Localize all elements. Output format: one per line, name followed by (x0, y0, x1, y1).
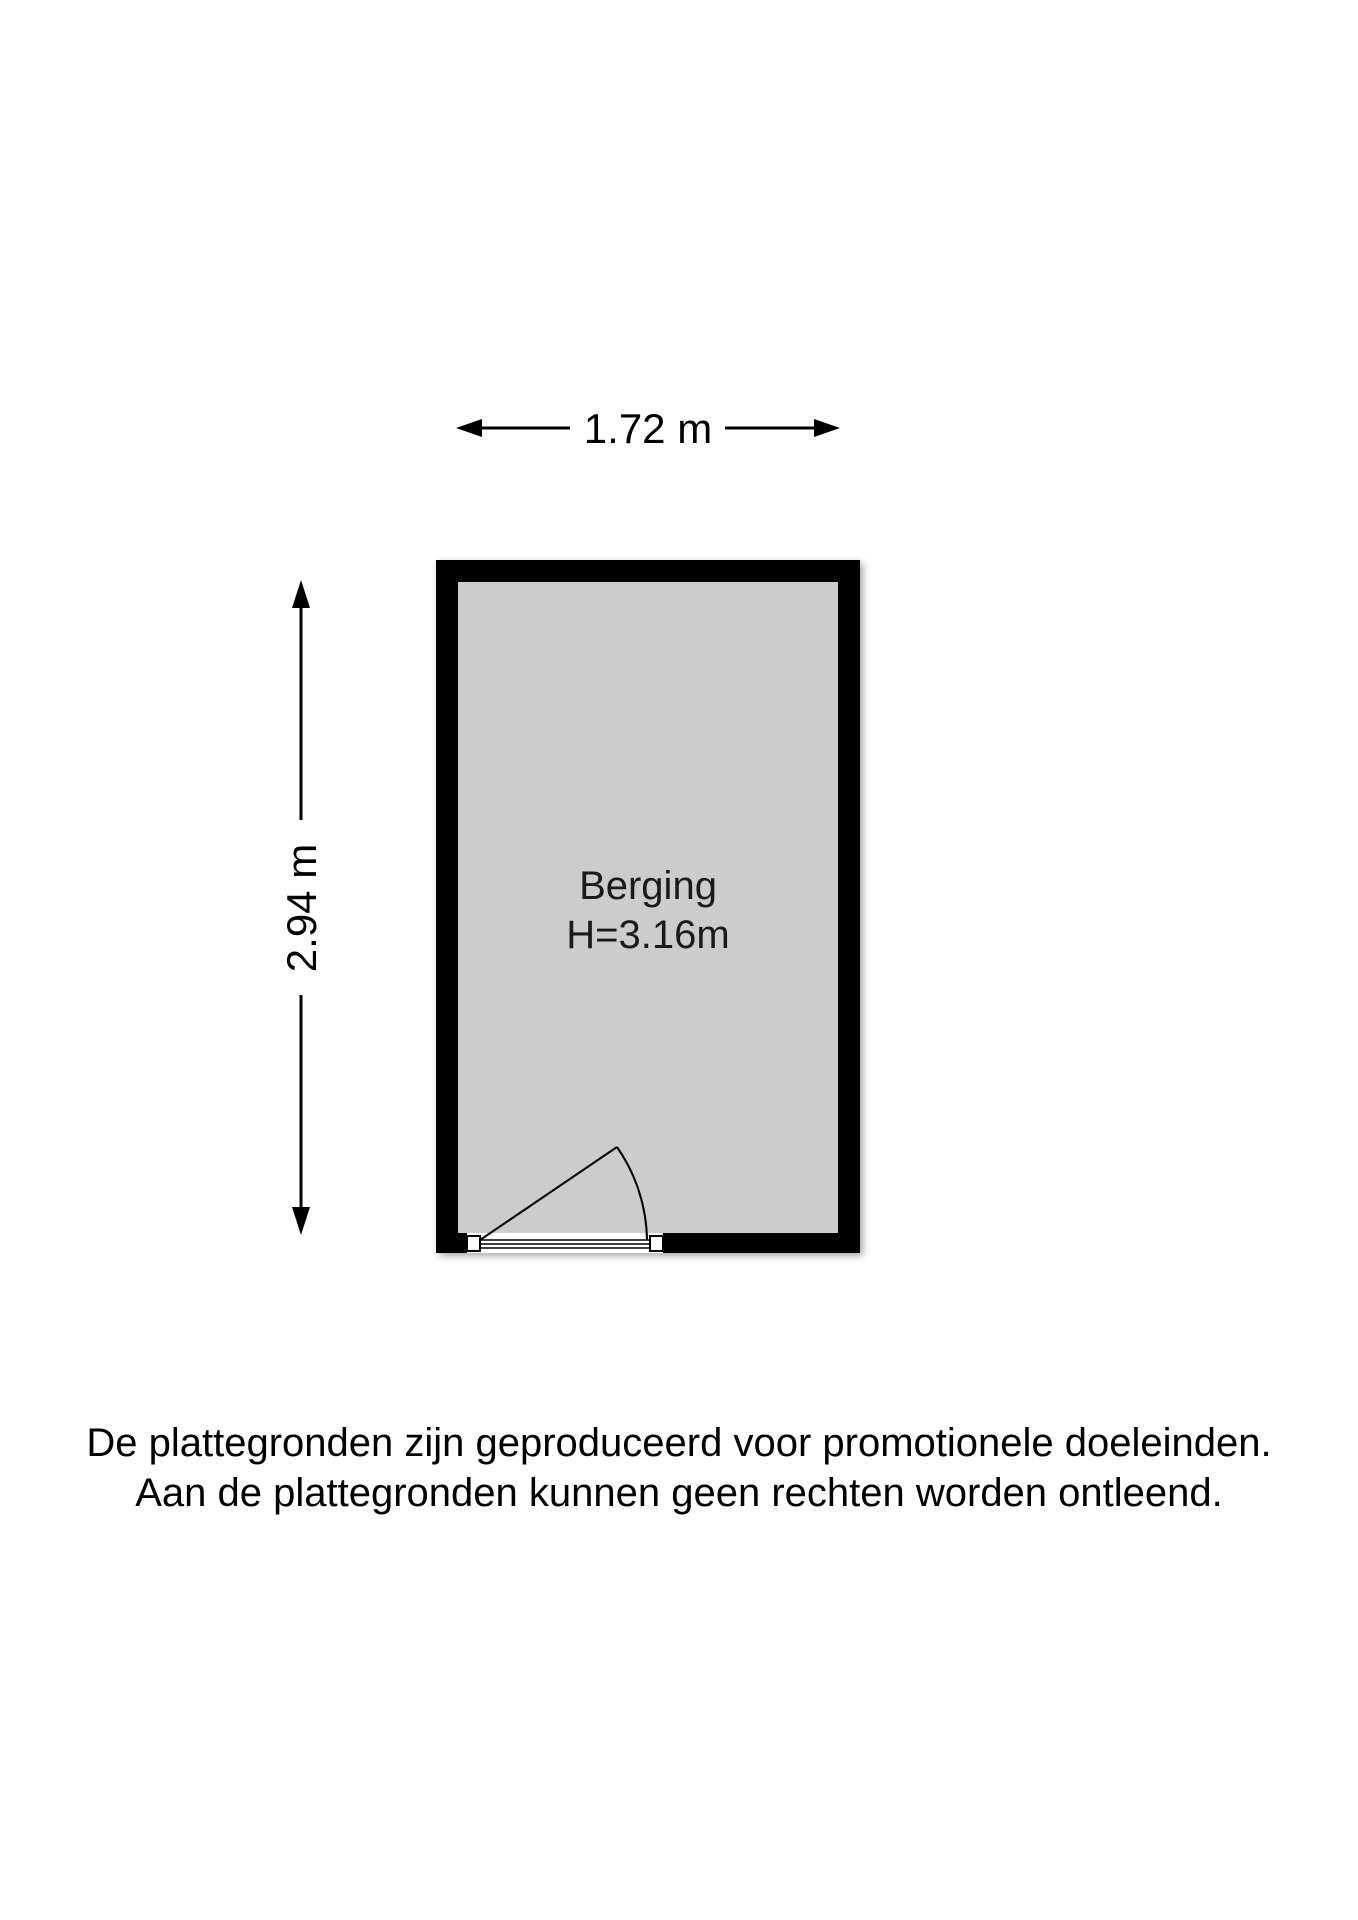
disclaimer-line-1: De plattegronden zijn geproduceerd voor promotionele doeleinden. (86, 1421, 1272, 1465)
room-ceiling-height: H=3.16m (566, 913, 730, 957)
arrow-left-icon (456, 419, 482, 437)
arrow-down-icon (292, 1207, 310, 1235)
door-jamb-left (467, 1236, 480, 1251)
room-name: Berging (579, 864, 717, 908)
arrow-up-icon (292, 580, 310, 608)
height-dimension (278, 580, 325, 1235)
disclaimer-line-2: Aan de plattegronden kunnen geen rechten worden ontleend. (135, 1471, 1223, 1515)
width-dimension-label: 1.72 m (583, 405, 713, 452)
width-dimension (456, 405, 840, 452)
height-dimension-label: 2.94 m (278, 843, 325, 973)
door-opening (467, 1233, 663, 1253)
door-jamb-right (650, 1236, 663, 1251)
arrow-right-icon (814, 419, 840, 437)
